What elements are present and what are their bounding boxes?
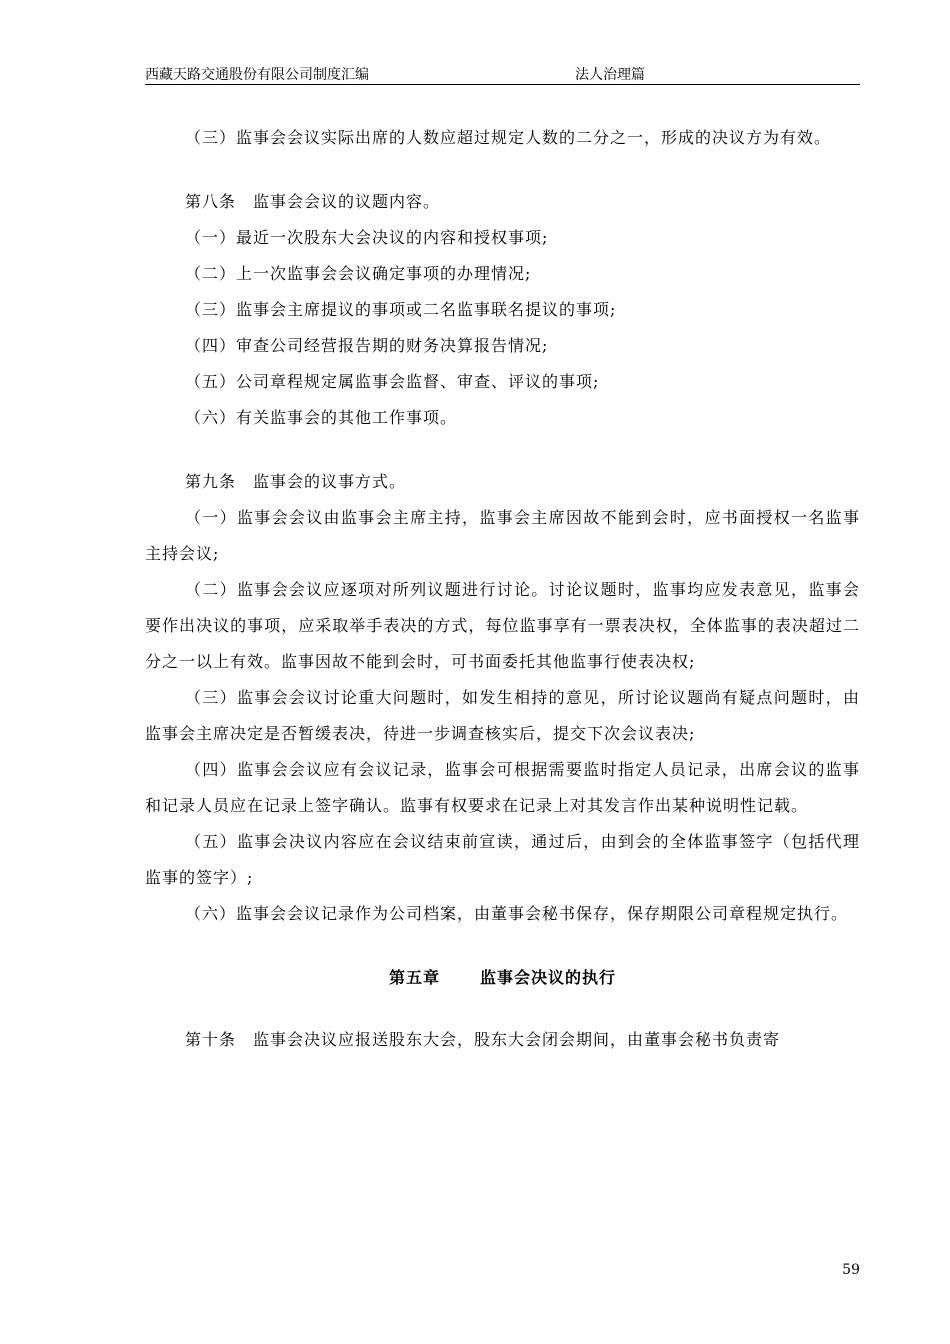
chapter-number: 第五章 — [388, 968, 440, 987]
article-8-item: （一）最近一次股东大会决议的内容和授权事项; — [185, 228, 549, 247]
article-9-item: （五）监事会决议内容应在会议结束前宣读，通过后，由到会的全体监事签字（包括代理监事的签字）; — [145, 832, 860, 887]
article-8-item: （六）有关监事会的其他工作事项。 — [185, 408, 458, 427]
article-9-item: （二）监事会会议应逐项对所列议题进行讨论。讨论议题时，监事均应发表意见，监事会要作出决议的事项，应采取举手表决的方式，每位监事享有一票表决权，全体监事的表决超过二分之一以上有效。监事因故不能到会时，可书面委托其他监事行使表决权; — [145, 580, 860, 671]
chapter-title: 监事会决议的执行 — [480, 968, 617, 987]
article-8-item: （二）上一次监事会会议确定事项的办理情况; — [185, 264, 532, 283]
chapter-heading — [145, 960, 860, 996]
article-9-title: 第九条 监事会的议事方式。 — [185, 472, 407, 491]
article-10: 第十条 监事会决议应报送股东大会，股东大会闭会期间，由董事会秘书负责寄 — [185, 1030, 781, 1049]
header-company-title: 西藏天路交通股份有限公司制度汇编 — [145, 67, 369, 83]
paragraph: （三）监事会会议实际出席的人数应超过规定人数的二分之一，形成的决议方为有效。 — [185, 128, 832, 147]
page-number: 59 — [842, 1262, 860, 1278]
article-9-item: （四）监事会会议应有会议记录，监事会可根据需要监时指定人员记录，出席会议的监事和记录人员应在记录上签字确认。监事有权要求在记录上对其发言作出某种说明性记载。 — [145, 760, 860, 815]
article-8-item: （五）公司章程规定属监事会监督、审查、评议的事项; — [185, 372, 600, 391]
article-9-item: （一）监事会会议由监事会主席主持，监事会主席因故不能到会时，应书面授权一名监事主持会议; — [145, 508, 860, 563]
article-8-title: 第八条 监事会会议的议题内容。 — [185, 192, 441, 211]
article-9-item: （六）监事会会议记录作为公司档案，由董事会秘书保存，保存期限公司章程规定执行。 — [185, 904, 849, 923]
article-8-item: （四）审查公司经营报告期的财务决算报告情况; — [185, 336, 549, 355]
article-8-item: （三）监事会主席提议的事项或二名监事联名提议的事项; — [185, 300, 617, 319]
page-header — [145, 62, 860, 85]
page-content — [145, 120, 860, 1058]
article-9-item: （三）监事会会议讨论重大问题时，如发生相持的意见，所讨论议题尚有疑点问题时，由监事会主席决定是否暂缓表决，待进一步调查核实后，提交下次会议表决; — [145, 688, 860, 743]
header-section-title: 法人治理篇 — [575, 67, 645, 83]
